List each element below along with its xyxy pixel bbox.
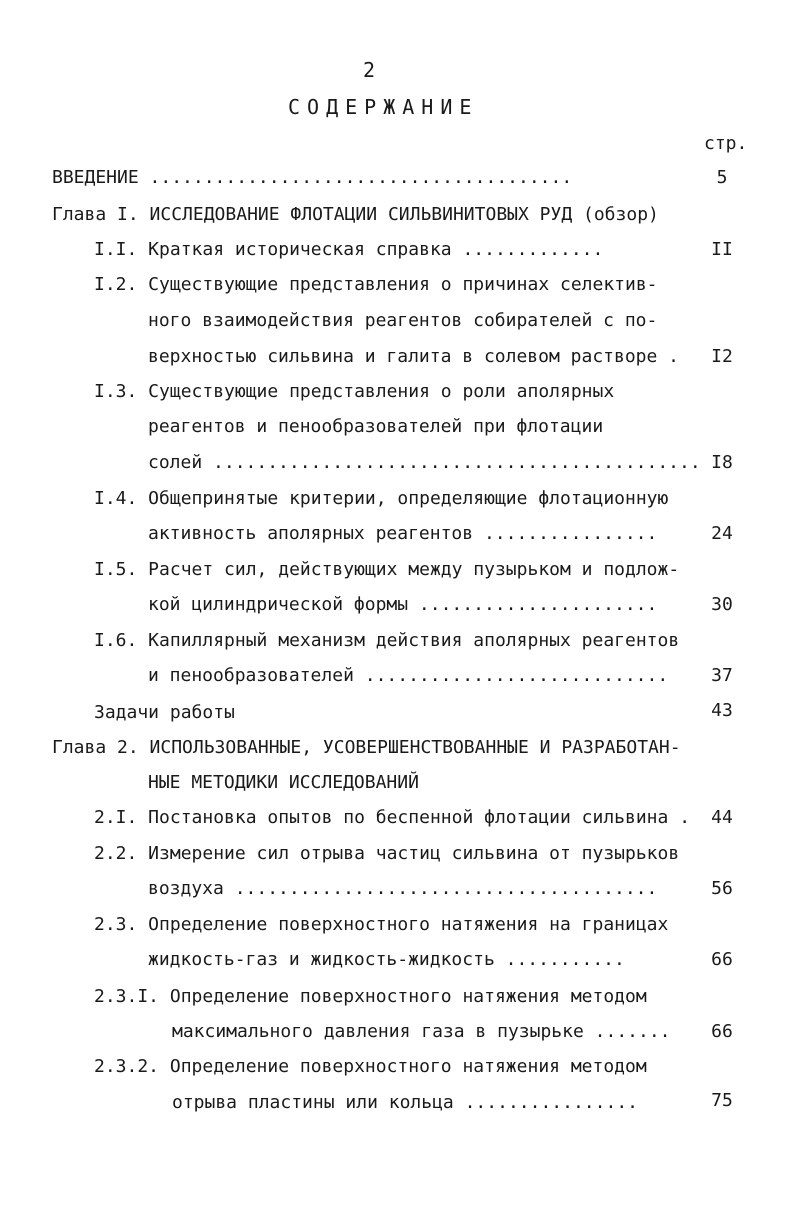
toc-entry-1-2-cont: верхностью сильвина и галита в солевом растворе . bbox=[148, 346, 680, 367]
toc-entry-2-1: 2.I. Постановка опытов по беспенной флотации сильвина . bbox=[94, 807, 691, 828]
toc-entry-2-3-1: 2.3.I. Определение поверхностного натяжения методом bbox=[94, 986, 647, 1007]
toc-page-2-3-1: 66 bbox=[711, 1021, 733, 1042]
toc-entry-2-3-2: 2.3.2. Определение поверхностного натяжения методом bbox=[94, 1056, 647, 1077]
toc-page-2-3: 66 bbox=[711, 949, 733, 970]
toc-entry-2-3-cont: жидкость-газ и жидкость-жидкость ........... bbox=[148, 949, 625, 970]
toc-page-1-6: 37 bbox=[711, 665, 733, 686]
toc-page-1-2: I2 bbox=[711, 346, 733, 367]
page-column-label: стр. bbox=[704, 133, 748, 154]
toc-entry-2-3-2-cont: отрыва пластины или кольца ................ bbox=[172, 1092, 638, 1113]
toc-entry-intro: ВВЕДЕНИЕ ....................................... bbox=[52, 167, 573, 188]
toc-entry-2-2: 2.2. Измерение сил отрыва частиц сильвина от пузырьков bbox=[94, 843, 680, 864]
toc-entry-1-1: I.I. Краткая историческая справка ............. bbox=[94, 239, 604, 260]
toc-entry-1-2-cont: ного взаимодействия реагентов собирателей с по- bbox=[148, 310, 658, 331]
toc-page-intro: 5 bbox=[716, 167, 728, 188]
toc-chapter-2-cont: НЫЕ МЕТОДИКИ ИССЛЕДОВАНИЙ bbox=[148, 772, 419, 793]
toc-page-2-1: 44 bbox=[711, 807, 733, 828]
toc-entry-1-2: I.2. Существующие представления о причинах селектив- bbox=[94, 274, 658, 295]
toc-entry-2-2-cont: воздуха ....................................... bbox=[148, 878, 658, 899]
toc-page-2-2: 56 bbox=[711, 878, 733, 899]
toc-entry-1-3-cont: реагентов и пенообразователей при флотации bbox=[148, 416, 604, 437]
toc-entry-1-4-cont: активность аполярных реагентов ................ bbox=[148, 523, 658, 544]
toc-entry-2-3-1-cont: максимального давления газа в пузырьке ....... bbox=[172, 1021, 671, 1042]
toc-entry-2-3: 2.3. Определение поверхностного натяжения на границах bbox=[94, 914, 669, 935]
toc-entry-1-5: I.5. Расчет сил, действующих между пузырьком и подлож- bbox=[94, 559, 680, 580]
toc-page-2-3-2: 75 bbox=[711, 1090, 733, 1111]
toc-page-1-3: I8 bbox=[711, 452, 733, 473]
page-title: СОДЕРЖАНИЕ bbox=[288, 95, 479, 119]
toc-page-objectives: 43 bbox=[711, 700, 733, 721]
toc-entry-1-6: I.6. Капиллярный механизм действия аполярных реагентов bbox=[94, 630, 680, 651]
toc-entry-1-5-cont: кой цилиндрической формы ...................... bbox=[148, 594, 658, 615]
toc-chapter-1: Глава I. ИССЛЕДОВАНИЕ ФЛОТАЦИИ СИЛЬВИНИТОВЫХ РУД (обзор) bbox=[52, 204, 659, 225]
toc-entry-1-4: I.4. Общепринятые критерии, определяющие флотационную bbox=[94, 488, 669, 509]
toc-entry-1-6-cont: и пенообразователей ............................ bbox=[148, 665, 669, 686]
toc-entry-objectives: Задачи работы bbox=[94, 702, 235, 723]
page-number: 2 bbox=[363, 58, 376, 82]
toc-page-1-1: II bbox=[711, 239, 733, 260]
toc-entry-1-3: I.3. Существующие представления о роли аполярных bbox=[94, 381, 615, 402]
toc-page-1-4: 24 bbox=[711, 523, 733, 544]
toc-entry-1-3-cont: солей ............................................. bbox=[148, 452, 701, 473]
toc-chapter-2: Глава 2. ИСПОЛЬЗОВАННЫЕ, УСОВЕРШЕНСТВОВАННЫЕ И РАЗРАБОТАН- bbox=[52, 737, 681, 758]
toc-page-1-5: 30 bbox=[711, 594, 733, 615]
